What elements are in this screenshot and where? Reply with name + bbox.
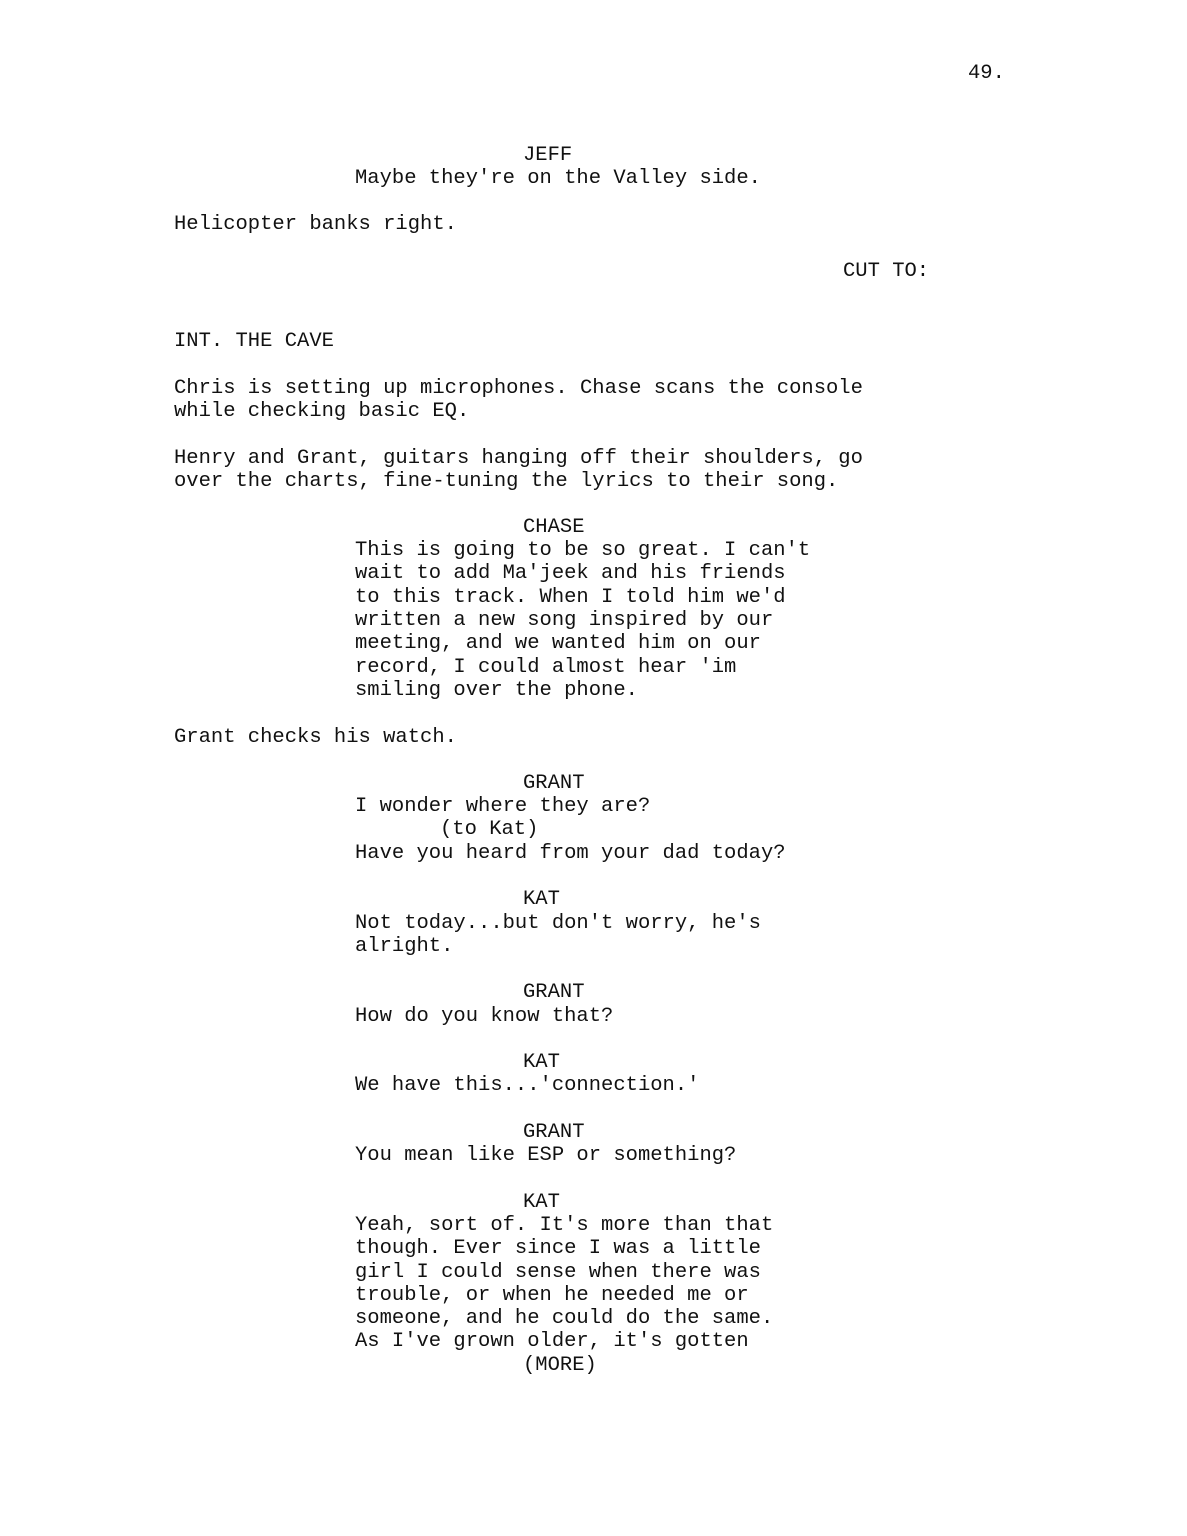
dialogue-line: girl I could sense when there was [355, 1261, 761, 1284]
character-name: KAT [523, 888, 560, 911]
scene-heading: INT. THE CAVE [174, 330, 334, 353]
dialogue-line: Have you heard from your dad today? [355, 842, 786, 865]
dialogue-line: Yeah, sort of. It's more than that [355, 1214, 774, 1237]
action-line: over the charts, fine-tuning the lyrics to their song. [174, 470, 839, 493]
character-name: CHASE [523, 516, 585, 539]
dialogue-line: alright. [355, 935, 454, 958]
dialogue-line: someone, and he could do the same. [355, 1307, 774, 1330]
dialogue-line: to this track. When I told him we'd [355, 586, 786, 609]
action-line: Chris is setting up microphones. Chase scans the console [174, 377, 863, 400]
character-name: GRANT [523, 772, 585, 795]
dialogue-line: You mean like ESP or something? [355, 1144, 737, 1167]
dialogue-line: We have this...'connection.' [355, 1074, 700, 1097]
character-name: GRANT [523, 981, 585, 1004]
dialogue-line: This is going to be so great. I can't [355, 539, 811, 562]
action-line: while checking basic EQ. [174, 400, 470, 423]
character-name: GRANT [523, 1121, 585, 1144]
dialogue-line: How do you know that? [355, 1005, 614, 1028]
action-line: Grant checks his watch. [174, 726, 457, 749]
action-line: Helicopter banks right. [174, 213, 457, 236]
parenthetical: (to Kat) [440, 818, 539, 841]
dialogue-line: trouble, or when he needed me or [355, 1284, 749, 1307]
character-name: KAT [523, 1051, 560, 1074]
dialogue-line: Maybe they're on the Valley side. [355, 167, 761, 190]
dialogue-line: wait to add Ma'jeek and his friends [355, 562, 786, 585]
page-number: 49. [968, 62, 1005, 85]
character-name: KAT [523, 1191, 560, 1214]
character-name: JEFF [523, 144, 573, 167]
action-line: Henry and Grant, guitars hanging off their shoulders, go [174, 447, 863, 470]
more-indicator: (MORE) [523, 1354, 597, 1377]
dialogue-line: As I've grown older, it's gotten [355, 1330, 749, 1353]
dialogue-line: meeting, and we wanted him on our [355, 632, 761, 655]
dialogue-line: Not today...but don't worry, he's [355, 912, 761, 935]
dialogue-line: I wonder where they are? [355, 795, 651, 818]
dialogue-line: though. Ever since I was a little [355, 1237, 761, 1260]
transition: CUT TO: [843, 260, 930, 283]
dialogue-line: written a new song inspired by our [355, 609, 774, 632]
dialogue-line: smiling over the phone. [355, 679, 638, 702]
dialogue-line: record, I could almost hear 'im [355, 656, 737, 679]
